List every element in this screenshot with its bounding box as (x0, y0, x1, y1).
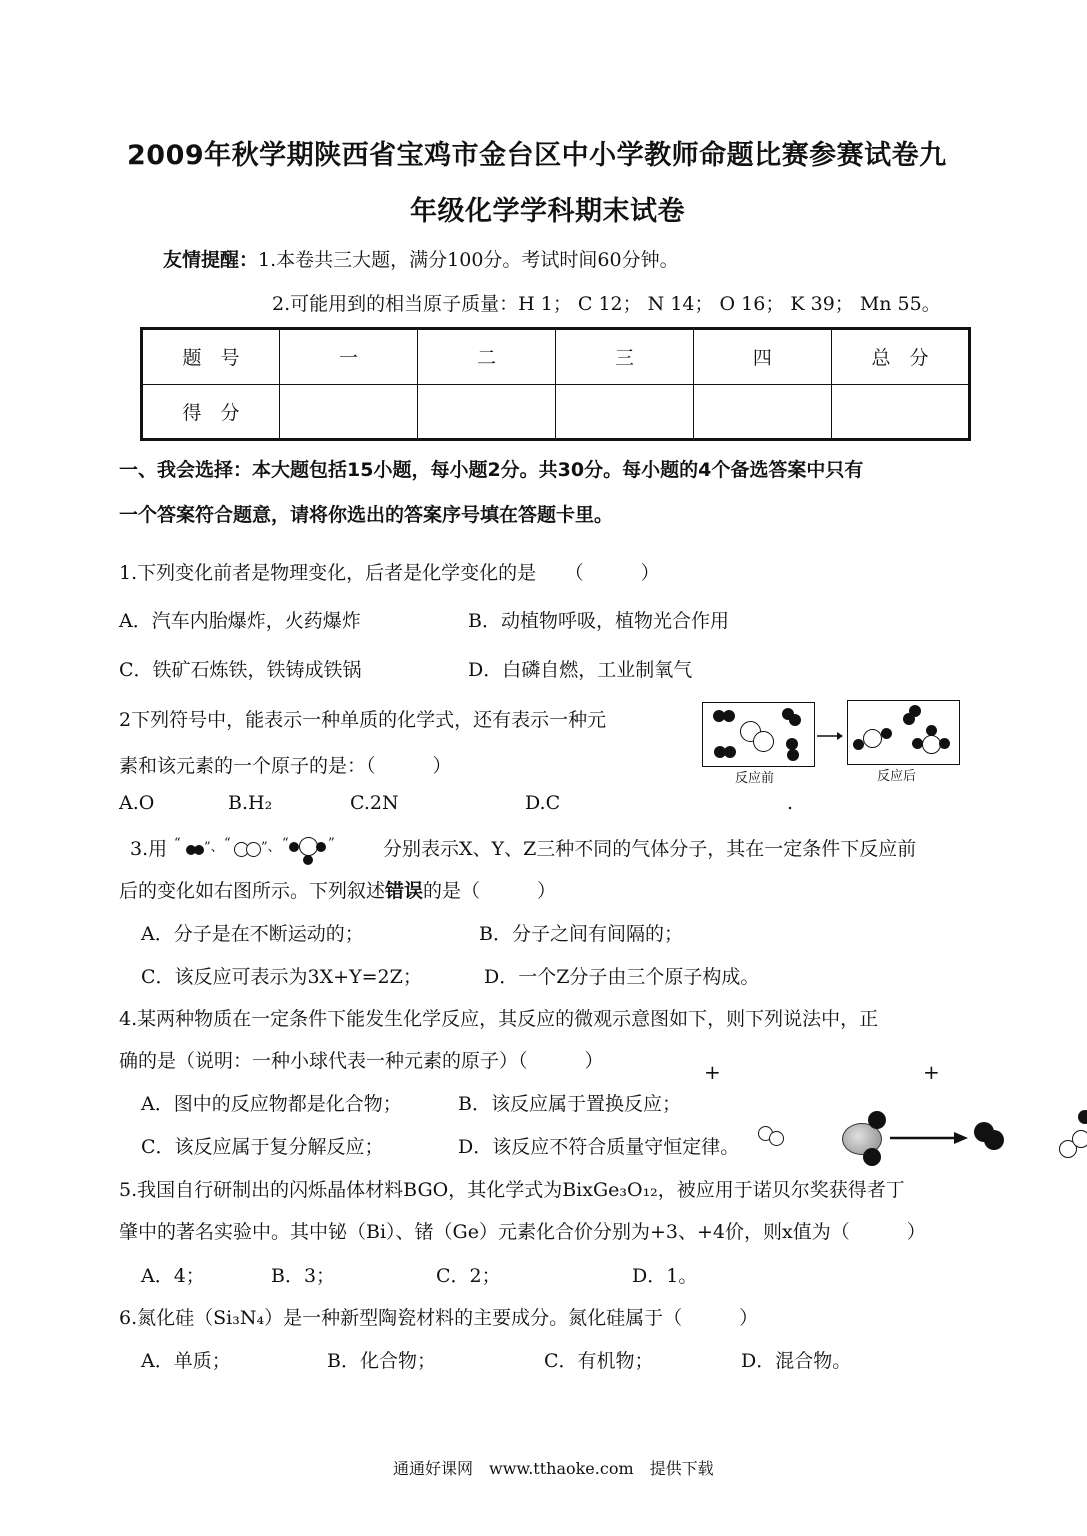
header-cell: 三 (555, 329, 693, 385)
q5-option-b: B．3； (271, 1265, 336, 1287)
q2-option-c: C.2N (350, 792, 399, 814)
score-cell[interactable] (831, 384, 969, 440)
before-label: 反应前 (735, 771, 775, 786)
score-table-header-row (142, 329, 970, 385)
x-molecule-icon (194, 845, 204, 855)
q6-stem: 6.氮化硅（Si₃N₄）是一种新型陶瓷材料的主要成分。氮化硅属于（ ） (119, 1307, 759, 1329)
q3-close-quote: ”、 (261, 840, 281, 855)
q3-close-quote: ” (328, 836, 335, 851)
x-atom (881, 728, 892, 739)
q5-line-2: 肇中的著名实验中。其中铋（Bi）、锗（Ge）元素化合价分别为+3、+4价，则x值为（ ） (119, 1221, 926, 1243)
title-line-1: 2009年秋学期陕西省宝鸡市金台区中小学教师命题比赛参赛试卷九 (127, 140, 947, 171)
section-1-line-1: 一、我会选择：本大题包括15小题，每小题2分。共30分。每小题的4个备选答案中只有 (119, 459, 864, 481)
q3-emphasis: 错误 (385, 880, 424, 902)
header-cell: 二 (417, 329, 555, 385)
q4-plus-sign: + (923, 1060, 940, 1084)
header-cell: 题 号 (142, 329, 280, 385)
q2-line-1: 2下列符号中，能表示一种单质的化学式，还有表示一种元 (119, 709, 607, 731)
q3-open-quote: “ (282, 836, 289, 851)
score-cell[interactable] (279, 384, 417, 440)
q5-line-1: 5.我国自行研制出的闪烁晶体材料BGO，其化学式为BixGe₃O₁₂，被应用于诺贝尔奖获得者丁 (119, 1179, 905, 1201)
reminder-line-1 (163, 245, 679, 272)
z-molecule-icon (289, 842, 299, 852)
q4-line-1: 4.某两种物质在一定条件下能发生化学反应，其反应的微观示意图如下，则下列说法中，正 (119, 1008, 879, 1030)
x-atom (926, 725, 937, 736)
score-cell[interactable] (417, 384, 555, 440)
header-cell: 四 (693, 329, 831, 385)
atom-icon (863, 1148, 881, 1166)
reminder-line-2: 2.可能用到的相当原子质量：H 1； C 12； N 14； O 16； K 39； Mn 55。 (272, 293, 941, 315)
q4-option-d: D．该反应不符合质量守恒定律。 (458, 1136, 740, 1158)
q3-option-d: D．一个Z分子由三个原子构成。 (484, 966, 760, 988)
q2-line-2: 素和该元素的一个原子的是：（ ） (119, 755, 452, 777)
q3-option-c: C．该反应可表示为3X+Y=2Z； (141, 966, 422, 988)
q3-option-a: A．分子是在不断运动的； (141, 923, 364, 945)
q4-reaction-diagram (756, 1106, 1087, 1172)
q6-option-b: B．化合物； (327, 1350, 436, 1372)
reaction-figure (700, 699, 962, 789)
z-molecule-icon (303, 855, 313, 865)
x-atom (853, 739, 864, 750)
q2-option-d: D.C (525, 792, 561, 814)
q1-option-c: C．铁矿石炼铁，铁铸成铁锅 (119, 659, 362, 681)
q4-line-2: 确的是（说明：一种小球代表一种元素的原子）（ ） (119, 1050, 604, 1072)
atom-icon (868, 1111, 886, 1129)
x-atom (939, 738, 950, 749)
arrow-icon (817, 727, 843, 739)
score-cell[interactable] (693, 384, 831, 440)
atom-icon (1072, 1130, 1087, 1148)
score-cell[interactable] (555, 384, 693, 440)
q5-option-c: C．2； (436, 1265, 501, 1287)
q1-option-a: A．汽车内胎爆炸，火药爆炸 (119, 610, 361, 632)
x-atom (909, 705, 921, 717)
q3-close-quote: ”、 (204, 840, 224, 855)
header-cell: 总 分 (831, 329, 969, 385)
row-label-cell: 得 分 (142, 384, 280, 440)
q6-option-c: C．有机物； (544, 1350, 654, 1372)
q3-stem-rest: 分别表示X、Y、Z三种不同的气体分子，其在一定条件下反应前 (383, 838, 917, 860)
q1-option-b: B．动植物呼吸，植物光合作用 (468, 610, 729, 632)
q4-option-b: B．该反应属于置换反应； (458, 1093, 681, 1115)
z-center-atom (863, 729, 882, 748)
y-atom (753, 731, 774, 752)
q4-plus-sign: + (704, 1060, 721, 1084)
q6-option-a: A．单质； (141, 1350, 231, 1372)
atom-icon (1078, 1110, 1087, 1124)
q3-line-2-text: 后的变化如右图所示。下列叙述 (119, 880, 386, 902)
after-label: 反应后 (877, 769, 917, 784)
section-1-line-2: 一个答案符合题意，请将你选出的答案序号填在答题卡里。 (119, 504, 614, 526)
page-footer: 通通好课网 www.tthaoke.com 提供下载 (393, 1459, 714, 1478)
q6-option-d: D．混合物。 (741, 1350, 852, 1372)
x-atom (724, 746, 736, 758)
q1-option-d: D．白磷自燃，工业制氧气 (468, 659, 693, 681)
arrow-icon (890, 1130, 968, 1144)
q3-prefix: 3.用 (130, 838, 168, 860)
z-molecule-icon (316, 842, 326, 852)
q2-trailing-dot: . (787, 792, 794, 814)
x-atom (789, 714, 801, 726)
x-atom (787, 749, 799, 761)
atom-icon (769, 1131, 784, 1146)
atom-icon (984, 1130, 1004, 1150)
x-atom (912, 738, 923, 749)
score-table-score-row (142, 384, 970, 440)
q3-open-quote: “ (174, 836, 181, 851)
q4-option-c: C．该反应属于复分解反应； (141, 1136, 384, 1158)
q2-option-a: A.O (119, 792, 155, 814)
reminder-label: 友情提醒： (163, 249, 259, 271)
header-cell: 一 (279, 329, 417, 385)
reminder-text-1: 1.本卷共三大题，满分100分。考试时间60分钟。 (258, 249, 679, 271)
q4-option-a: A．图中的反应物都是化合物； (141, 1093, 402, 1115)
q3-symbols (172, 833, 372, 869)
q3-option-b: B．分子之间有间隔的； (479, 923, 683, 945)
q1-stem: 1.下列变化前者是物理变化，后者是化学变化的是 （ ） (119, 562, 660, 584)
title-line-2: 年级化学学科期末试卷 (410, 196, 685, 227)
q5-option-d: D．1。 (632, 1265, 698, 1287)
y-molecule-icon (246, 842, 261, 857)
q3-open-quote: “ (224, 836, 231, 851)
q3-line-2-end: 的是（ ） (423, 880, 557, 902)
q2-option-b: B.H₂ (228, 792, 273, 814)
score-table (140, 327, 971, 441)
q3-line-2 (119, 876, 556, 903)
x-atom (723, 710, 735, 722)
q5-option-a: A．4； (141, 1265, 205, 1287)
